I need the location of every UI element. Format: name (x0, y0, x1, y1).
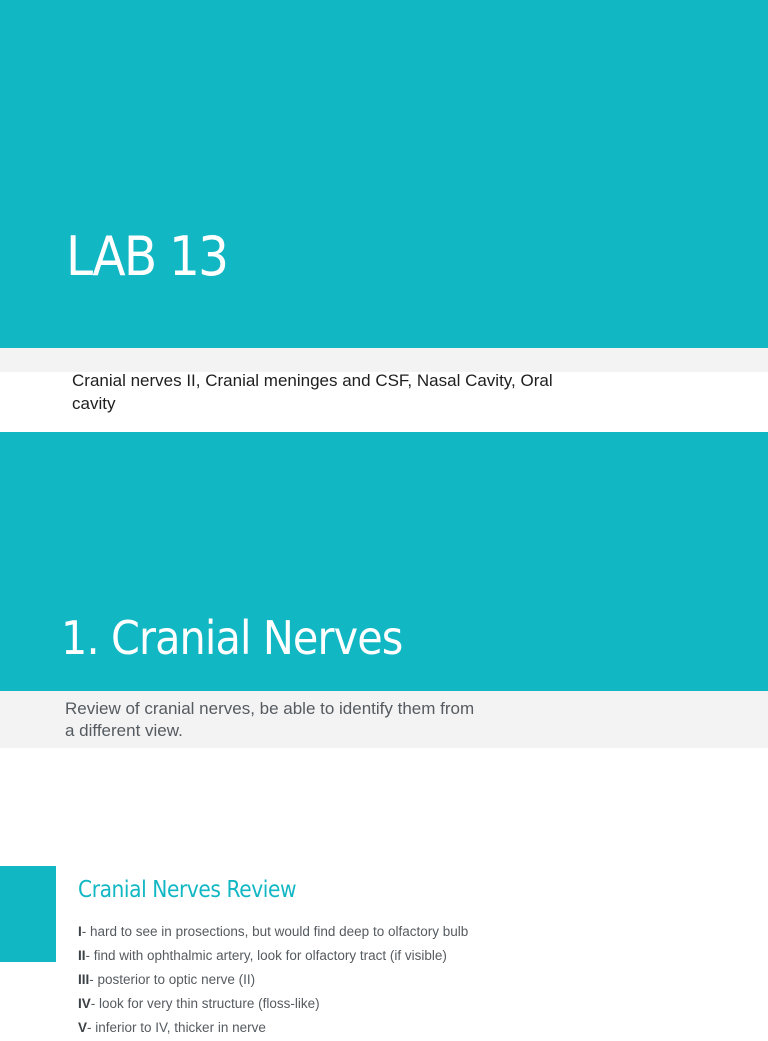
nerve-description: - hard to see in prosections, but would find deep to olfactory bulb (81, 924, 469, 939)
slide-1-title: LAB 13 (66, 225, 228, 288)
list-item (78, 1017, 468, 1041)
list-item (78, 945, 468, 969)
list-item (78, 969, 468, 993)
list-item (78, 993, 468, 1017)
nerve-number: I (78, 924, 82, 939)
slide-1-subtitle: Cranial nerves II, Cranial meninges and CSF, Nasal Cavity, Oral cavity (72, 371, 553, 413)
list-item (78, 921, 468, 945)
slide-3-accent-bar (0, 866, 56, 962)
nerve-number: V (78, 1020, 88, 1035)
nerve-description: - inferior to IV, thicker in nerve (87, 1020, 266, 1035)
nerve-description: - look for very thin structure (floss-like) (90, 996, 320, 1011)
nerve-number: III (78, 972, 90, 987)
nerve-number: IV (78, 996, 91, 1011)
slide-3-title: Cranial Nerves Review (78, 877, 297, 903)
nerve-description: - posterior to optic nerve (II) (89, 972, 256, 987)
slide-2-title: 1. Cranial Nerves (61, 611, 403, 665)
slide-2-subtitle: Review of cranial nerves, be able to identify them from a different view. (65, 699, 475, 740)
nerve-description: - find with ophthalmic artery, look for olfactory tract (if visible) (85, 948, 447, 963)
nerve-number: II (78, 948, 86, 963)
slide-separator (0, 422, 768, 432)
slide-1-title-panel (0, 0, 768, 348)
cranial-nerve-list (78, 921, 468, 1041)
